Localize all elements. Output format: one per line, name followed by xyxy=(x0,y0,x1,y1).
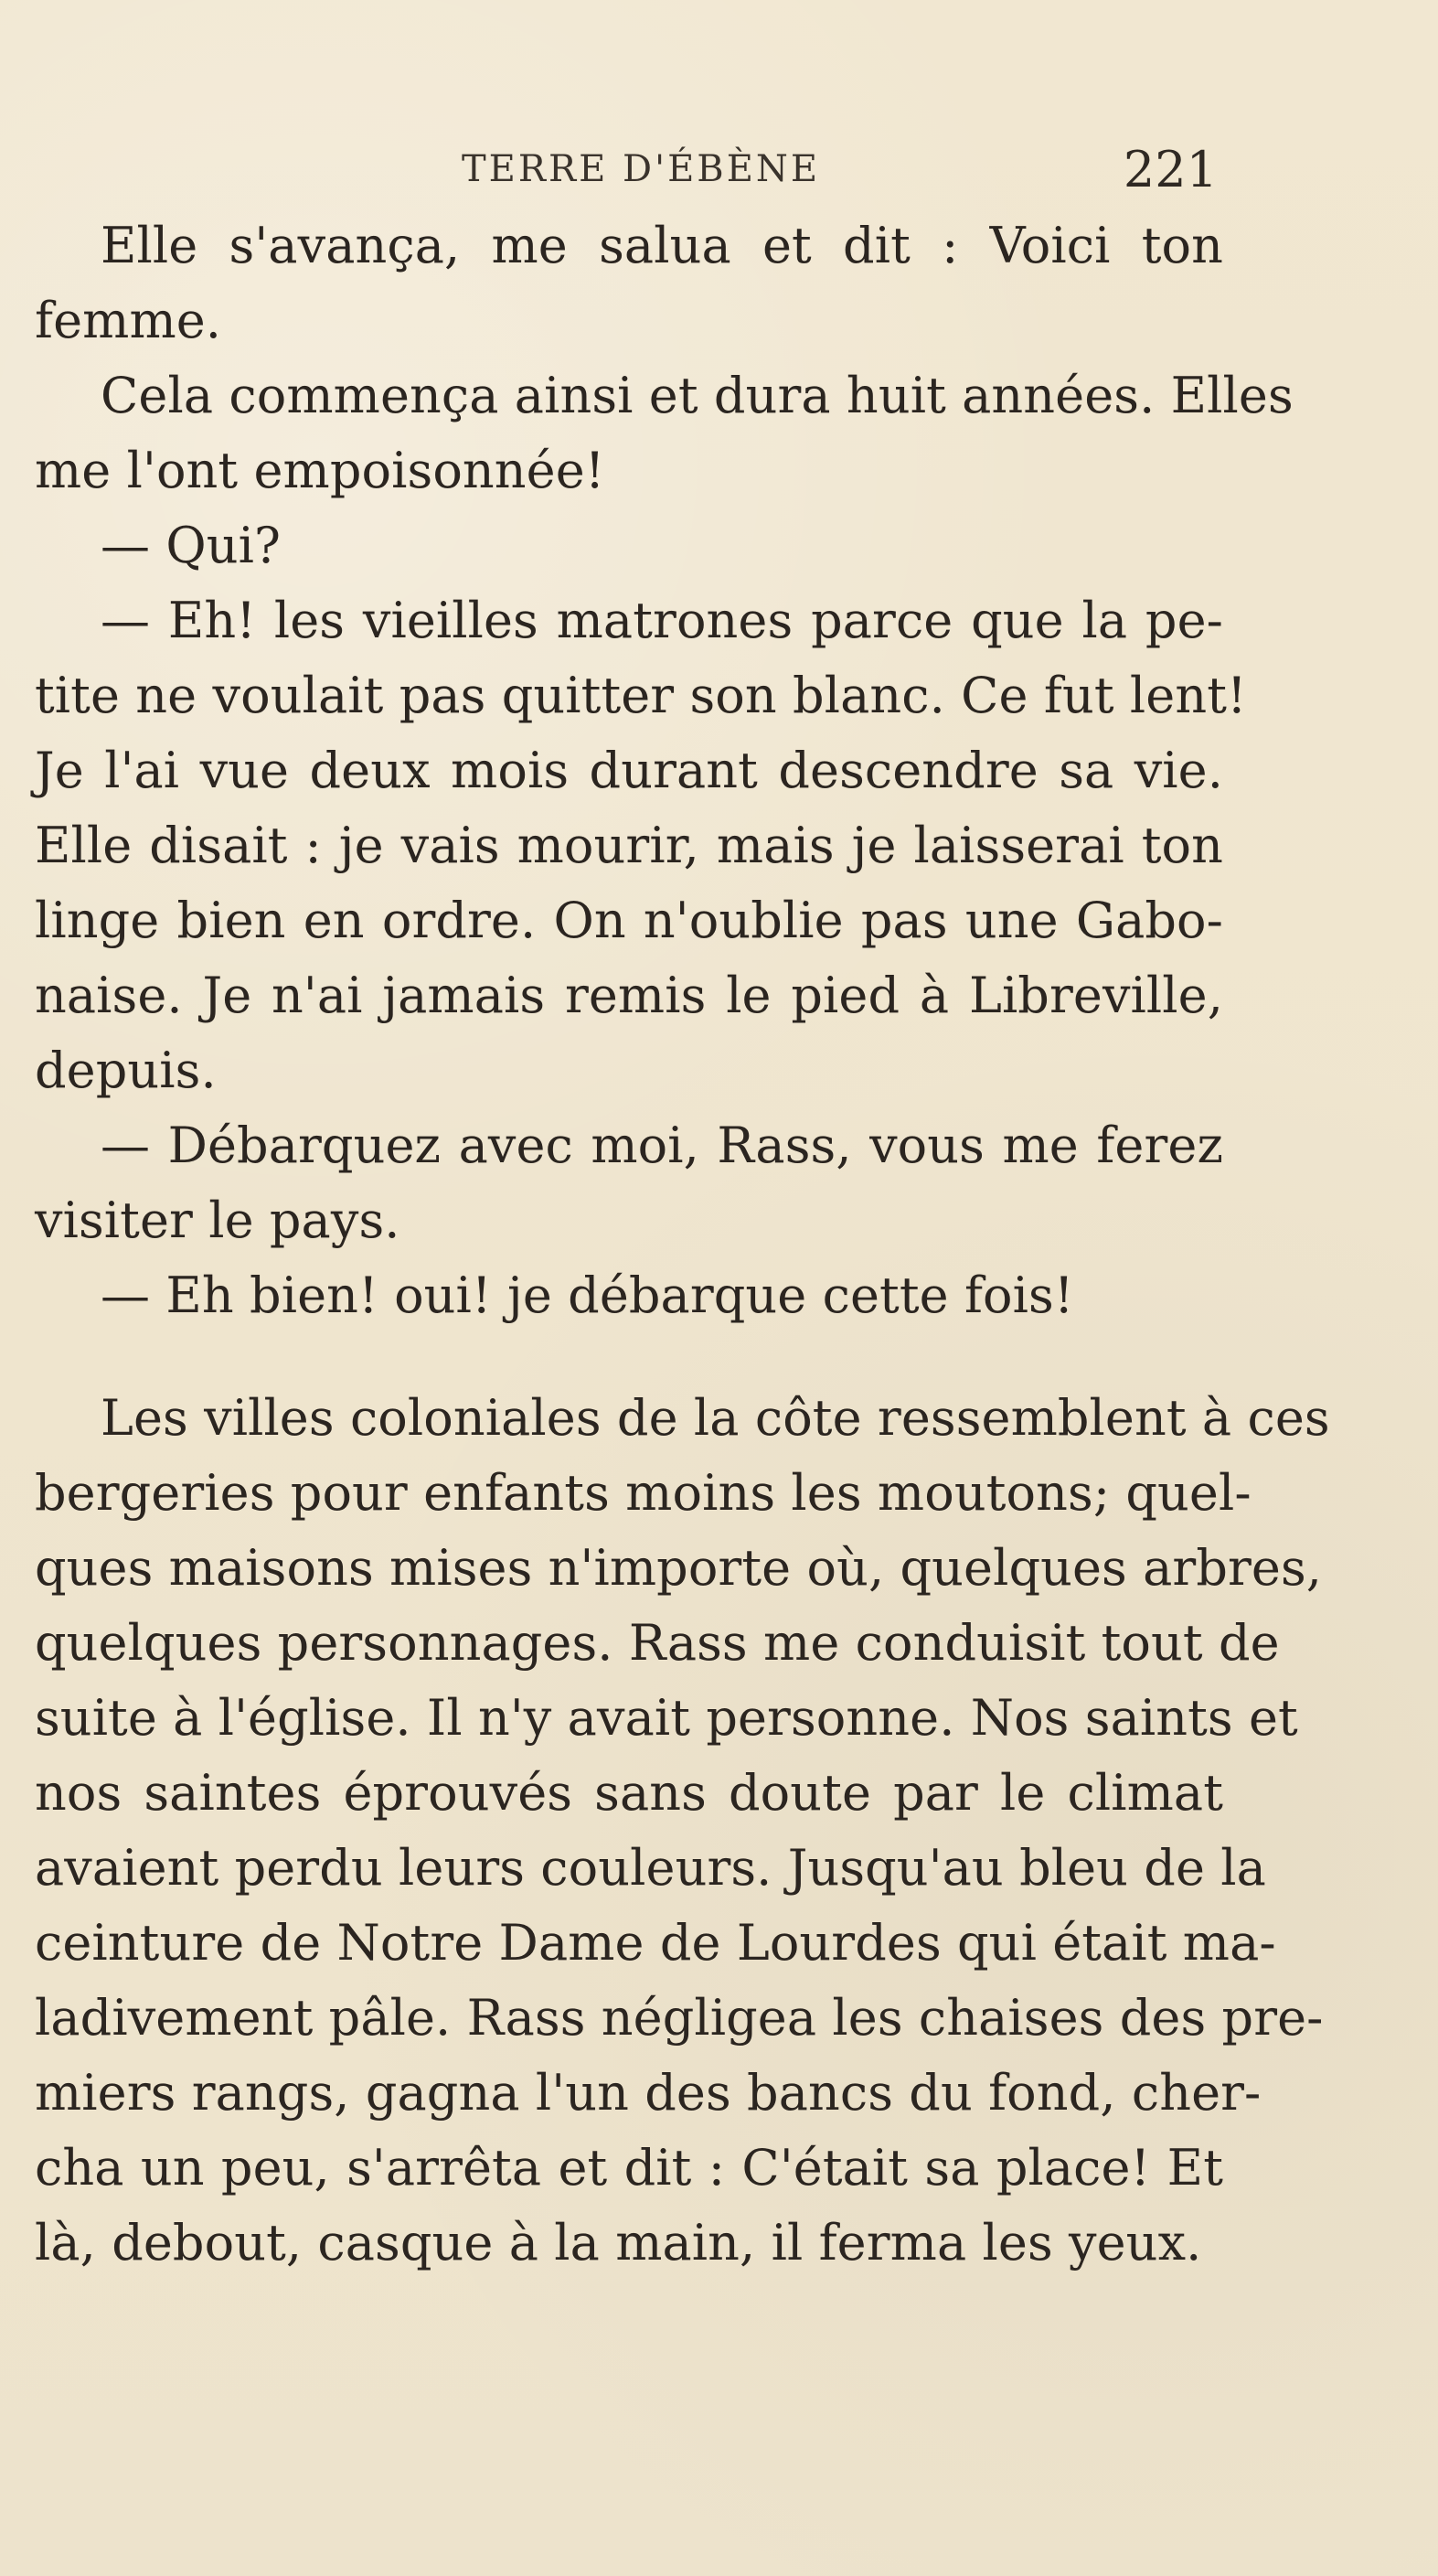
text-line: depuis. xyxy=(35,1042,217,1099)
text-line: linge bien en ordre. On n'oublie pas une Gabo- xyxy=(35,892,1223,949)
text-line: cha un peu, s'arrêta et dit : C'était sa place! Et xyxy=(35,2139,1223,2197)
text-line: femme. xyxy=(35,292,222,349)
text-line: quelques personnages. Rass me conduisit tout de xyxy=(35,1614,1280,1672)
text-line: suite à l'église. Il n'y avait personne. Nos saints et xyxy=(35,1689,1298,1747)
text-line: Cela commença ainsi et dura huit années. Elles xyxy=(101,367,1294,424)
text-line: tite ne voulait pas quitter son blanc. Ce fut lent! xyxy=(35,667,1247,724)
dialogue-line: — Qui? xyxy=(101,517,282,574)
text-line: là, debout, casque à la main, il ferma les yeux. xyxy=(35,2214,1202,2271)
text-line: ladivement pâle. Rass négligea les chaises des pre- xyxy=(35,1989,1324,2047)
narrative-passage xyxy=(35,1381,1330,2281)
text-line: me l'ont empoisonnée! xyxy=(35,442,605,499)
text-line: Elle s'avança, me salua et dit : Voici ton xyxy=(101,217,1223,274)
text-line: naise. Je n'ai jamais remis le pied à Libreville, xyxy=(35,967,1223,1024)
text-line: visiter le pays. xyxy=(35,1192,400,1249)
text-line: bergeries pour enfants moins les moutons; quel- xyxy=(35,1464,1252,1522)
page-number: 221 xyxy=(1123,141,1218,198)
text-line: ques maisons mises n'importe où, quelques arbres, xyxy=(35,1539,1323,1597)
text-line: miers rangs, gagna l'un des bancs du fond, cher- xyxy=(35,2064,1262,2122)
dialogue-passage xyxy=(35,208,1294,1333)
text-line: avaient perdu leurs couleurs. Jusqu'au bleu de la xyxy=(35,1839,1266,1897)
dialogue-line: — Débarquez avec moi, Rass, vous me ferez xyxy=(101,1117,1223,1174)
text-line: ceinture de Notre Dame de Lourdes qui était ma- xyxy=(35,1914,1276,1972)
text-line: nos saintes éprouvés sans doute par le climat xyxy=(35,1764,1223,1822)
text-line: Elle disait : je vais mourir, mais je laisserai ton xyxy=(35,817,1223,874)
text-line: Les villes coloniales de la côte ressemblent à ces xyxy=(101,1389,1330,1447)
page-header xyxy=(462,141,1218,203)
text-line: Je l'ai vue deux mois durant descendre sa vie. xyxy=(35,742,1223,799)
running-title: TERRE D'ÉBÈNE xyxy=(462,148,821,190)
dialogue-line: — Eh! les vieilles matrones parce que la pe- xyxy=(101,592,1223,649)
dialogue-line: — Eh bien! oui! je débarque cette fois! xyxy=(101,1267,1074,1324)
